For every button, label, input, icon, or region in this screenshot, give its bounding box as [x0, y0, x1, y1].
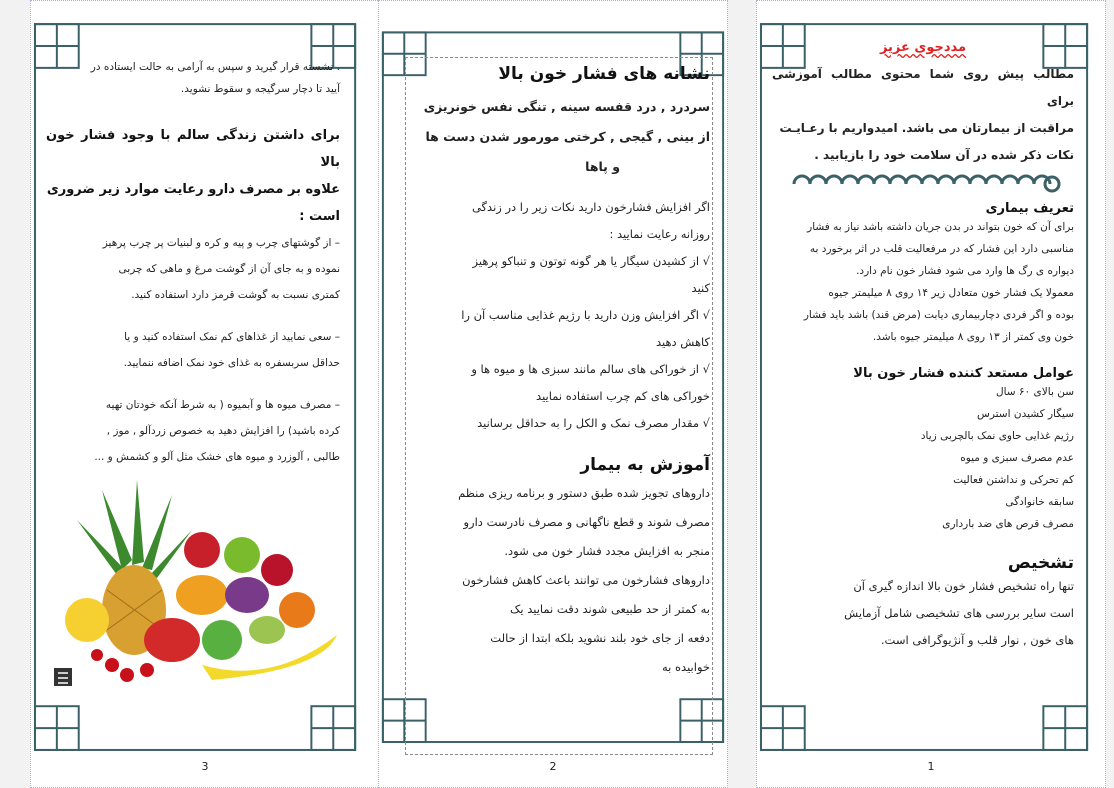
text-line: کرده باشید) را افزایش دهید به خصوص زردآلو , موز , [106, 425, 340, 437]
chain-ornament-icon [772, 173, 1074, 195]
text-line: معمولا یک فشار خون متعادل زیر ۱۴ روی ۸ میلیمتر جیوه [828, 287, 1074, 299]
spacer [46, 308, 340, 324]
text-line: منجر به افزایش مجدد فشار خون می شود. [504, 544, 710, 558]
intro-line: مراقبت از بیمارتان می باشد. امیدواریم با رعـایـت [779, 121, 1074, 135]
list-item: عدم مصرف سبزی و میوه [960, 452, 1074, 464]
advice-item: کاهش دهید [655, 335, 710, 349]
risk-factors-title: عوامل مستعد کننده فشار خون بالا [853, 366, 1074, 381]
list-item: سابقه خانوادگی [1005, 496, 1074, 508]
text-line: آیید تا دچار سرگیجه و سقوط نشوید. [180, 83, 340, 95]
text-line: مناسبی دارد این فشار که در مرفعالیت قلب در اثر برخورد به [809, 243, 1074, 255]
text-line: و پاها [585, 159, 620, 174]
education-title: آموزش به بیمار [580, 455, 710, 475]
text-line: های خون , نوار قلب و آنژیوگرافی است. [880, 633, 1074, 647]
advice-section [408, 194, 710, 437]
page-number: 2 [549, 760, 557, 773]
list-item: سن بالای ۶۰ سال [995, 386, 1074, 398]
continued-text [46, 56, 340, 100]
text-line: روزانه رعایت نمایید : [609, 227, 710, 241]
text-line: است سایر بررسی های تشخیصی شامل آزمایش [844, 606, 1074, 620]
symptoms-title: نشانه های فشار خون بالا [498, 64, 710, 84]
advice-item: √ مقدار مصرف نمک و الکل را به حداقل برسانید [477, 416, 710, 430]
advice-item: کنید [691, 281, 710, 295]
text-line: به کمتر از حد طبیعی شوند دقت نمایید یک [510, 602, 710, 616]
lifestyle-title [46, 122, 340, 230]
text-line: حداقل سربسفره به غذای خود نمک اضافه ننمایید. [123, 357, 340, 369]
text-line: است : [299, 209, 340, 224]
list-item: مصرف قرص های ضد بارداری [942, 518, 1074, 530]
text-line: دیواره ی رگ ها وارد می شود فشار خون نام دارد. [856, 265, 1074, 277]
page-number: 1 [927, 760, 935, 773]
symptoms-text [408, 92, 710, 182]
diagnosis-text [772, 573, 1074, 654]
advice-item: √ از خوراکی های سالم مانند سبزی ها و میوه ها و [471, 362, 710, 376]
text-line: از بینی , گیجی , کرختی مورمور شدن دست ها [425, 129, 710, 144]
text-line: بوده و اگر فردی دچاربیماری دیابت (مرض قند) باشد باید فشار [803, 309, 1074, 321]
text-line: داروهای تجویز شده طبق دستور و برنامه ریزی منظم [458, 486, 710, 500]
text-line: مصرف شوند و قطع ناگهانی و مصرف نادرست دارو [463, 515, 710, 529]
list-item: سیگار کشیدن استرس [977, 408, 1074, 420]
advice-item: خوراکی های کم چرب استفاده نمایید [536, 389, 710, 403]
fruit-basket-icon [52, 480, 342, 690]
tips-section [46, 230, 340, 470]
text-line: برای آن که خون بتواند در بدن جریان داشته باشد نیاز به فشار [807, 221, 1074, 233]
text-line: . نشسته قرار گیرید و سپس به آرامی به حالت ایستاده در [90, 61, 340, 73]
text-line: – سعی نمایید از غذاهای کم نمک استفاده کنید و یا [124, 331, 340, 343]
diagnosis-title: تشخیص [1007, 553, 1074, 573]
text-line: داروهای فشارخون می توانند باعث کاهش فشارخون [462, 573, 710, 587]
page3-content [46, 56, 340, 470]
greeting-title: مددجوی عزیز [879, 40, 967, 55]
text-line: تنها راه تشخیص فشار خون بالا اندازه گیری آن [853, 579, 1074, 593]
definition-text [772, 216, 1074, 348]
spacer [46, 376, 340, 392]
text-line: سردرد , درد قفسه سینه , تنگی نفس خونریزی [423, 99, 710, 114]
intro-line: مطالب پیش روی شما محتوی مطالب آموزشی برای [772, 67, 1074, 108]
risk-factors-list [772, 381, 1074, 535]
text-line: نموده و به جای آن از گوشت مرغ و ماهی که چربی [118, 263, 340, 275]
text-line: – از گوشتهای چرب و پیه و کره و لبنیات پر چرب پرهیز [102, 237, 340, 249]
text-line: – مصرف میوه ها و آبمیوه ( به شرط آنکه خودتان تهیه [105, 399, 340, 411]
text-line: دفعه از جای خود بلند نشوید بلکه ابتدا از حالت [490, 631, 710, 645]
text-line: کمتری نسبت به گوشت قرمز دارد استفاده کنید. [131, 289, 340, 301]
page2-content [408, 64, 710, 682]
advice-item: √ از کشیدن سیگار یا هر گونه توتون و تنباکو پرهیز [472, 254, 710, 268]
intro-line: نکات ذکر شده در آن سلامت خود را بازیابید . [814, 148, 1074, 162]
page-number: 3 [201, 760, 209, 773]
list-item: رژیم غذایی حاوی نمک بالچربی زیاد [920, 430, 1074, 442]
list-item: کم تحرکی و نداشتن فعالیت [953, 474, 1074, 486]
text-line: خون وی کمتر از ۱۳ روی ۸ میلیمتر جیوه باشد. [872, 331, 1074, 343]
text-line: برای داشتن زندگی سالم با وجود فشار خون بالا [46, 128, 340, 170]
definition-title: تعریف بیماری [985, 201, 1074, 216]
text-line: خوابیده به [662, 660, 710, 674]
text-line: علاوه بر مصرف دارو رعایت موارد زیر ضروری [46, 182, 340, 197]
intro-paragraph [772, 61, 1074, 169]
page1-content [772, 40, 1074, 654]
advice-item: √ اگر افزایش وزن دارید با رژیم غذایی مناسب آن را [461, 308, 710, 322]
text-line: طالبی , آلوزرد و میوه های خشک مثل آلو و کشمش و ... [94, 451, 340, 463]
text-line: اگر افزایش فشارخون دارید نکات زیر را در زندگی [471, 200, 710, 214]
education-text [408, 479, 710, 682]
